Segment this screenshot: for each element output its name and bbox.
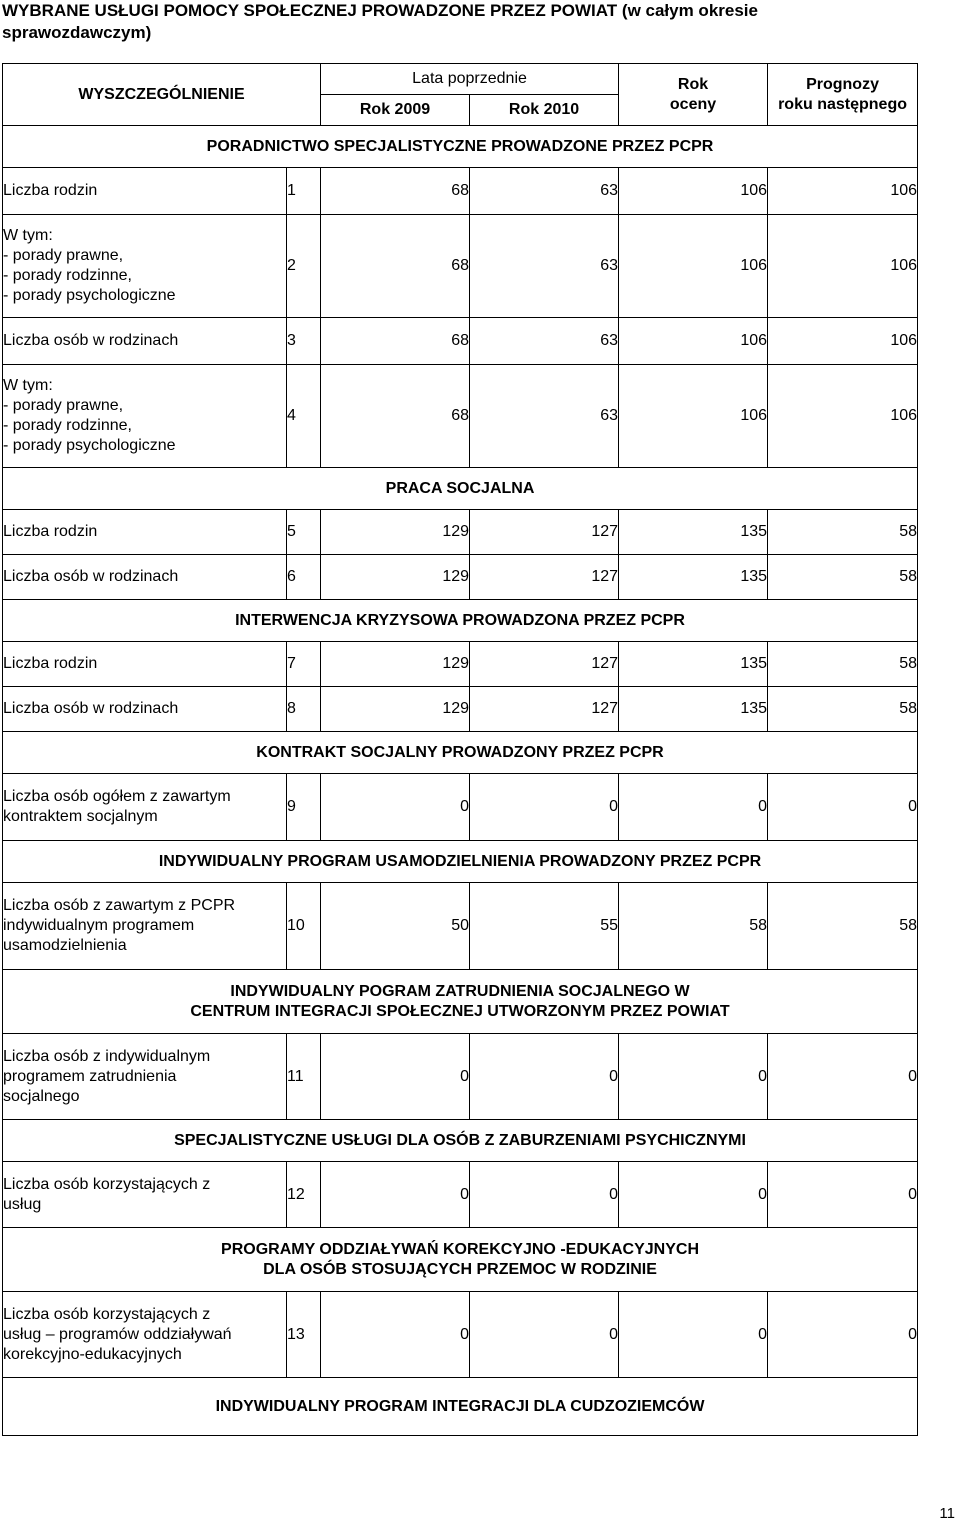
value-assessment-year: 58 bbox=[619, 883, 768, 970]
header-assessment-year: Rok oceny bbox=[619, 64, 768, 126]
section-row bbox=[3, 468, 918, 510]
table-row bbox=[3, 774, 918, 841]
row-number: 6 bbox=[287, 555, 321, 600]
value-forecast: 0 bbox=[768, 1034, 918, 1120]
value-assessment-year: 106 bbox=[619, 168, 768, 215]
value-2010: 55 bbox=[470, 883, 619, 970]
table-row bbox=[3, 687, 918, 732]
table-row bbox=[3, 555, 918, 600]
row-number: 12 bbox=[287, 1162, 321, 1228]
header-description: WYSZCZEGÓLNIENIE bbox=[3, 64, 321, 126]
header-year-2009: Rok 2009 bbox=[321, 95, 470, 126]
section-title: KONTRAKT SOCJALNY PROWADZONY PRZEZ PCPR bbox=[3, 732, 918, 774]
row-label: W tym: - porady prawne, - porady rodzinne, - porady psychologiczne bbox=[3, 215, 287, 318]
table-row bbox=[3, 642, 918, 687]
header-previous-years: Lata poprzednie bbox=[321, 64, 619, 95]
value-assessment-year: 0 bbox=[619, 1034, 768, 1120]
table-row bbox=[3, 510, 918, 555]
value-2010: 63 bbox=[470, 215, 619, 318]
value-2009: 129 bbox=[321, 510, 470, 555]
value-forecast: 106 bbox=[768, 168, 918, 215]
value-assessment-year: 135 bbox=[619, 642, 768, 687]
value-forecast: 0 bbox=[768, 774, 918, 841]
row-label: Liczba osób ogółem z zawartym kontraktem socjalnym bbox=[3, 774, 287, 841]
value-2010: 127 bbox=[470, 642, 619, 687]
row-label: Liczba osób z indywidualnym programem zatrudnienia socjalnego bbox=[3, 1034, 287, 1120]
value-2009: 68 bbox=[321, 318, 470, 365]
value-2009: 129 bbox=[321, 642, 470, 687]
section-row bbox=[3, 732, 918, 774]
row-label: Liczba osób korzystających z usług – programów oddziaływań korekcyjno-edukacyjnych bbox=[3, 1292, 287, 1378]
section-row bbox=[3, 126, 918, 168]
row-label: Liczba osób z zawartym z PCPR indywidualnym programem usamodzielnienia bbox=[3, 883, 287, 970]
value-forecast: 106 bbox=[768, 365, 918, 468]
row-number: 1 bbox=[287, 168, 321, 215]
value-2010: 127 bbox=[470, 555, 619, 600]
value-assessment-year: 106 bbox=[619, 365, 768, 468]
row-number: 7 bbox=[287, 642, 321, 687]
row-label: Liczba osób korzystających z usług bbox=[3, 1162, 287, 1228]
section-row bbox=[3, 600, 918, 642]
table-row bbox=[3, 365, 918, 468]
value-2010: 63 bbox=[470, 318, 619, 365]
value-forecast: 58 bbox=[768, 510, 918, 555]
header-year-2010: Rok 2010 bbox=[470, 95, 619, 126]
value-2009: 129 bbox=[321, 687, 470, 732]
value-2009: 0 bbox=[321, 1292, 470, 1378]
section-title: INTERWENCJA KRYZYSOWA PROWADZONA PRZEZ PCPR bbox=[3, 600, 918, 642]
value-assessment-year: 106 bbox=[619, 215, 768, 318]
row-number: 9 bbox=[287, 774, 321, 841]
row-label: Liczba rodzin bbox=[3, 168, 287, 215]
document-title: WYBRANE USŁUGI POMOCY SPOŁECZNEJ PROWADZONE PRZEZ POWIAT (w całym okresie sprawozdawczym) bbox=[2, 1, 758, 42]
section-row bbox=[3, 970, 918, 1034]
value-2009: 50 bbox=[321, 883, 470, 970]
value-forecast: 106 bbox=[768, 318, 918, 365]
row-label: Liczba osób w rodzinach bbox=[3, 687, 287, 732]
value-2010: 63 bbox=[470, 168, 619, 215]
value-assessment-year: 0 bbox=[619, 1292, 768, 1378]
value-2009: 129 bbox=[321, 555, 470, 600]
row-label: Liczba rodzin bbox=[3, 642, 287, 687]
section-title: SPECJALISTYCZNE USŁUGI DLA OSÓB Z ZABURZENIAMI PSYCHICZNYMI bbox=[3, 1120, 918, 1162]
value-2009: 68 bbox=[321, 365, 470, 468]
value-2009: 0 bbox=[321, 774, 470, 841]
value-forecast: 58 bbox=[768, 555, 918, 600]
value-2010: 0 bbox=[470, 1034, 619, 1120]
value-assessment-year: 135 bbox=[619, 510, 768, 555]
value-2009: 68 bbox=[321, 215, 470, 318]
value-forecast: 58 bbox=[768, 883, 918, 970]
row-number: 11 bbox=[287, 1034, 321, 1120]
row-number: 8 bbox=[287, 687, 321, 732]
value-2009: 0 bbox=[321, 1034, 470, 1120]
section-title: PORADNICTWO SPECJALISTYCZNE PROWADZONE PRZEZ PCPR bbox=[3, 126, 918, 168]
row-label: Liczba osób w rodzinach bbox=[3, 318, 287, 365]
header-forecast: Prognozy roku następnego bbox=[768, 64, 918, 126]
value-forecast: 58 bbox=[768, 642, 918, 687]
value-2010: 0 bbox=[470, 774, 619, 841]
value-forecast: 0 bbox=[768, 1162, 918, 1228]
section-title: INDYWIDUALNY PROGRAM USAMODZIELNIENIA PROWADZONY PRZEZ PCPR bbox=[3, 841, 918, 883]
row-number: 2 bbox=[287, 215, 321, 318]
value-forecast: 106 bbox=[768, 215, 918, 318]
section-row bbox=[3, 1378, 918, 1436]
section-title: INDYWIDUALNY PROGRAM INTEGRACJI DLA CUDZOZIEMCÓW bbox=[3, 1378, 918, 1436]
value-assessment-year: 135 bbox=[619, 687, 768, 732]
value-2010: 127 bbox=[470, 510, 619, 555]
header-row-top bbox=[3, 64, 918, 95]
value-assessment-year: 0 bbox=[619, 774, 768, 841]
row-label: Liczba rodzin bbox=[3, 510, 287, 555]
row-label: Liczba osób w rodzinach bbox=[3, 555, 287, 600]
value-2010: 0 bbox=[470, 1162, 619, 1228]
section-title: INDYWIDUALNY POGRAM ZATRUDNIENIA SOCJALNEGO W CENTRUM INTEGRACJI SPOŁECZNEJ UTWORZONYM PRZEZ POWIAT bbox=[3, 970, 918, 1034]
section-title: PRACA SOCJALNA bbox=[3, 468, 918, 510]
value-2009: 0 bbox=[321, 1162, 470, 1228]
table-row bbox=[3, 883, 918, 970]
value-2010: 0 bbox=[470, 1292, 619, 1378]
section-row bbox=[3, 1228, 918, 1292]
row-number: 3 bbox=[287, 318, 321, 365]
section-row bbox=[3, 1120, 918, 1162]
table-row bbox=[3, 1162, 918, 1228]
value-2010: 63 bbox=[470, 365, 619, 468]
section-row bbox=[3, 841, 918, 883]
table-row bbox=[3, 215, 918, 318]
section-title: PROGRAMY ODDZIAŁYWAŃ KOREKCYJNO -EDUKACYJNYCH DLA OSÓB STOSUJĄCYCH PRZEMOC W RODZINIE bbox=[3, 1228, 918, 1292]
value-assessment-year: 0 bbox=[619, 1162, 768, 1228]
row-number: 5 bbox=[287, 510, 321, 555]
row-number: 10 bbox=[287, 883, 321, 970]
value-assessment-year: 135 bbox=[619, 555, 768, 600]
table-row bbox=[3, 318, 918, 365]
row-label: W tym: - porady prawne, - porady rodzinne, - porady psychologiczne bbox=[3, 365, 287, 468]
value-2010: 127 bbox=[470, 687, 619, 732]
row-number: 13 bbox=[287, 1292, 321, 1378]
page-number: 11 bbox=[939, 1505, 955, 1522]
value-forecast: 0 bbox=[768, 1292, 918, 1378]
table-row bbox=[3, 1034, 918, 1120]
services-table bbox=[2, 63, 918, 1436]
row-number: 4 bbox=[287, 365, 321, 468]
value-2009: 68 bbox=[321, 168, 470, 215]
table-row bbox=[3, 168, 918, 215]
value-forecast: 58 bbox=[768, 687, 918, 732]
value-assessment-year: 106 bbox=[619, 318, 768, 365]
table-row bbox=[3, 1292, 918, 1378]
